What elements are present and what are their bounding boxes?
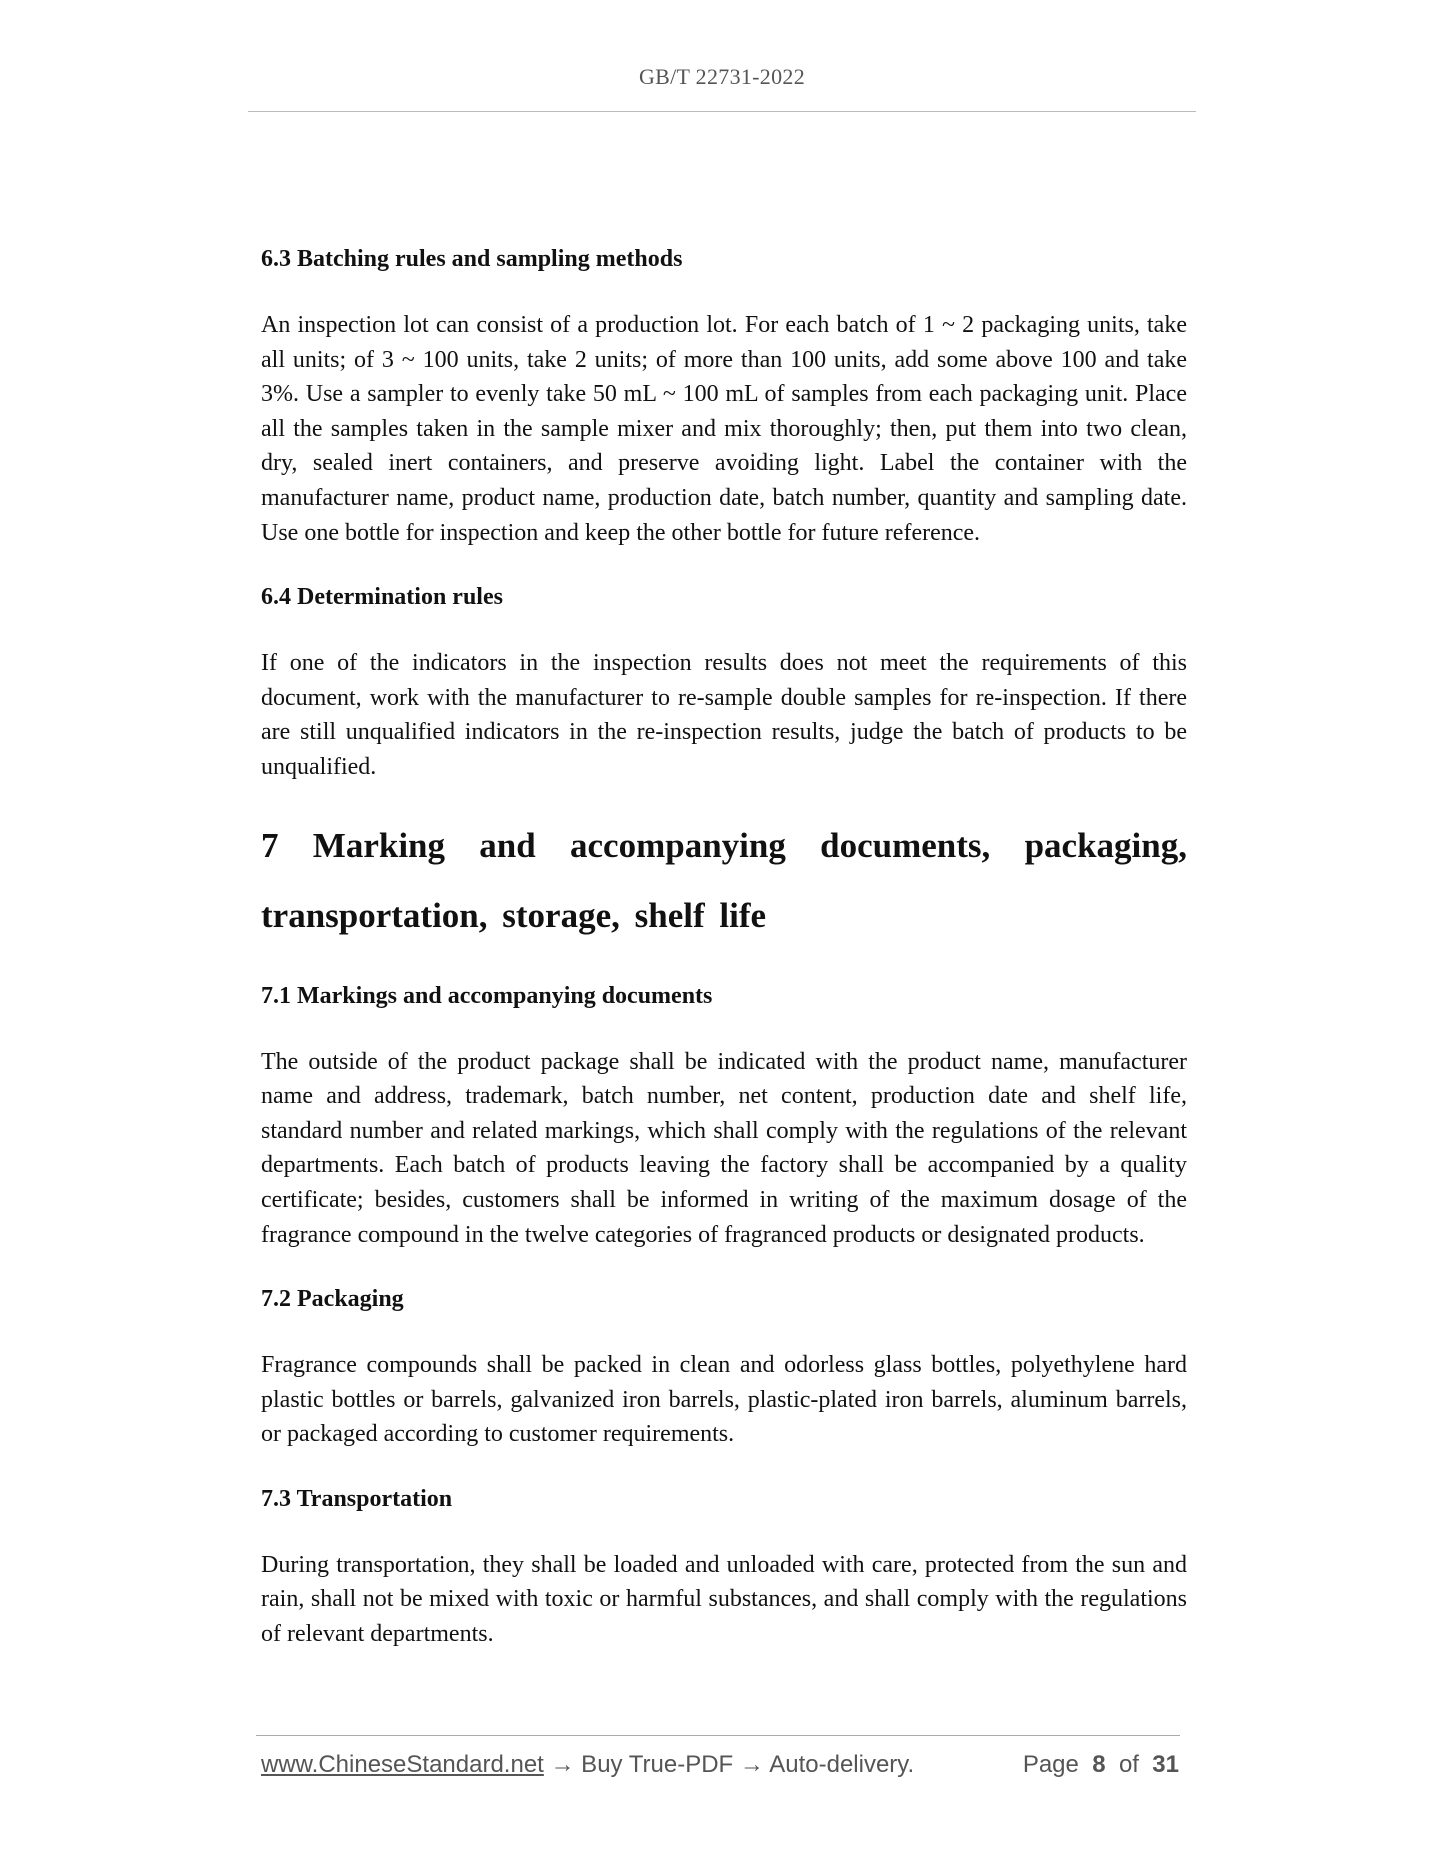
section-7-2-body: Fragrance compounds shall be packed in clean and odorless glass bottles, polyethylene hard plastic bottles or barrels, galvanized iron barrels, plastic-plated iron barrels, aluminum barrels, or packaged according to customer requirements. (261, 1352, 1187, 1448)
section-7-2-heading: 7.2 Packaging (261, 1286, 404, 1313)
footer-promo (261, 1751, 914, 1779)
page-total: 31 (1152, 1751, 1179, 1778)
page-label: Page (1022, 1751, 1079, 1778)
footer-divider (256, 1735, 1180, 1736)
document-code-header: GB/T 22731-2022 (638, 64, 806, 89)
section-6-4-heading: 6.4 Determination rules (261, 584, 503, 611)
section-7-3-heading: 7.3 Transportation (261, 1485, 453, 1512)
page-content (261, 238, 1187, 1678)
section-7-1-heading: 7.1 Markings and accompanying documents (261, 982, 713, 1009)
section-7-3-body: During transportation, they shall be loaded and unloaded with care, protected from the sun and rain, shall not be mixed with toxic or harmful substances, and shall comply with the regulations of relevant departments. (261, 1551, 1187, 1648)
chapter-7-heading: 7 Marking and accompanying documents, packaging, transportation, storage, shelf life (261, 825, 1187, 935)
header-divider (248, 111, 1196, 112)
page-of-label: of (1118, 1751, 1139, 1778)
section-6-4-body: If one of the indicators in the inspection results does not meet the requirements of this document, work with the manufacturer to re-sample double samples for re-inspection. If there are still unqualified indicators in the re-inspection results, judge the batch of products to be unqualified. (261, 650, 1187, 780)
footer-promo-text: → Buy True-PDF → Auto-delivery. (543, 1751, 915, 1778)
page-number (1023, 1751, 1179, 1779)
page-current: 8 (1092, 1751, 1106, 1778)
section-7-1-body: The outside of the product package shall be indicated with the product name, manufacturer name and address, trademark, batch number, net content, production date and shelf life, standard number and related markings, which shall comply with the regulations of the relevant departments. Each batch of products leaving the factory shall be accompanied by a quality certificate; besides, customers shall be informed in writing of the maximum dosage of the fragrance compound in the twelve categories of fragranced products or designated products. (261, 1048, 1187, 1248)
section-6-3-body: An inspection lot can consist of a production lot. For each batch of 1 ~ 2 packaging units, take all units; of 3 ~ 100 units, take 2 units; of more than 100 units, add some above 100 and take 3%. Use a sampler to evenly take 50 mL ~ 100 mL of samples from each packaging unit. Place all the samples taken in the sample mixer and mix thoroughly; then, put them into two clean, dry, sealed inert containers, and preserve avoiding light. Label the container with the manufacturer name, product name, production date, batch number, quantity and sampling date. Use one bottle for inspection and keep the other bottle for future reference. (261, 312, 1187, 546)
section-6-3-heading: 6.3 Batching rules and sampling methods (261, 246, 683, 272)
website-link[interactable]: www.ChineseStandard.net (261, 1751, 544, 1778)
